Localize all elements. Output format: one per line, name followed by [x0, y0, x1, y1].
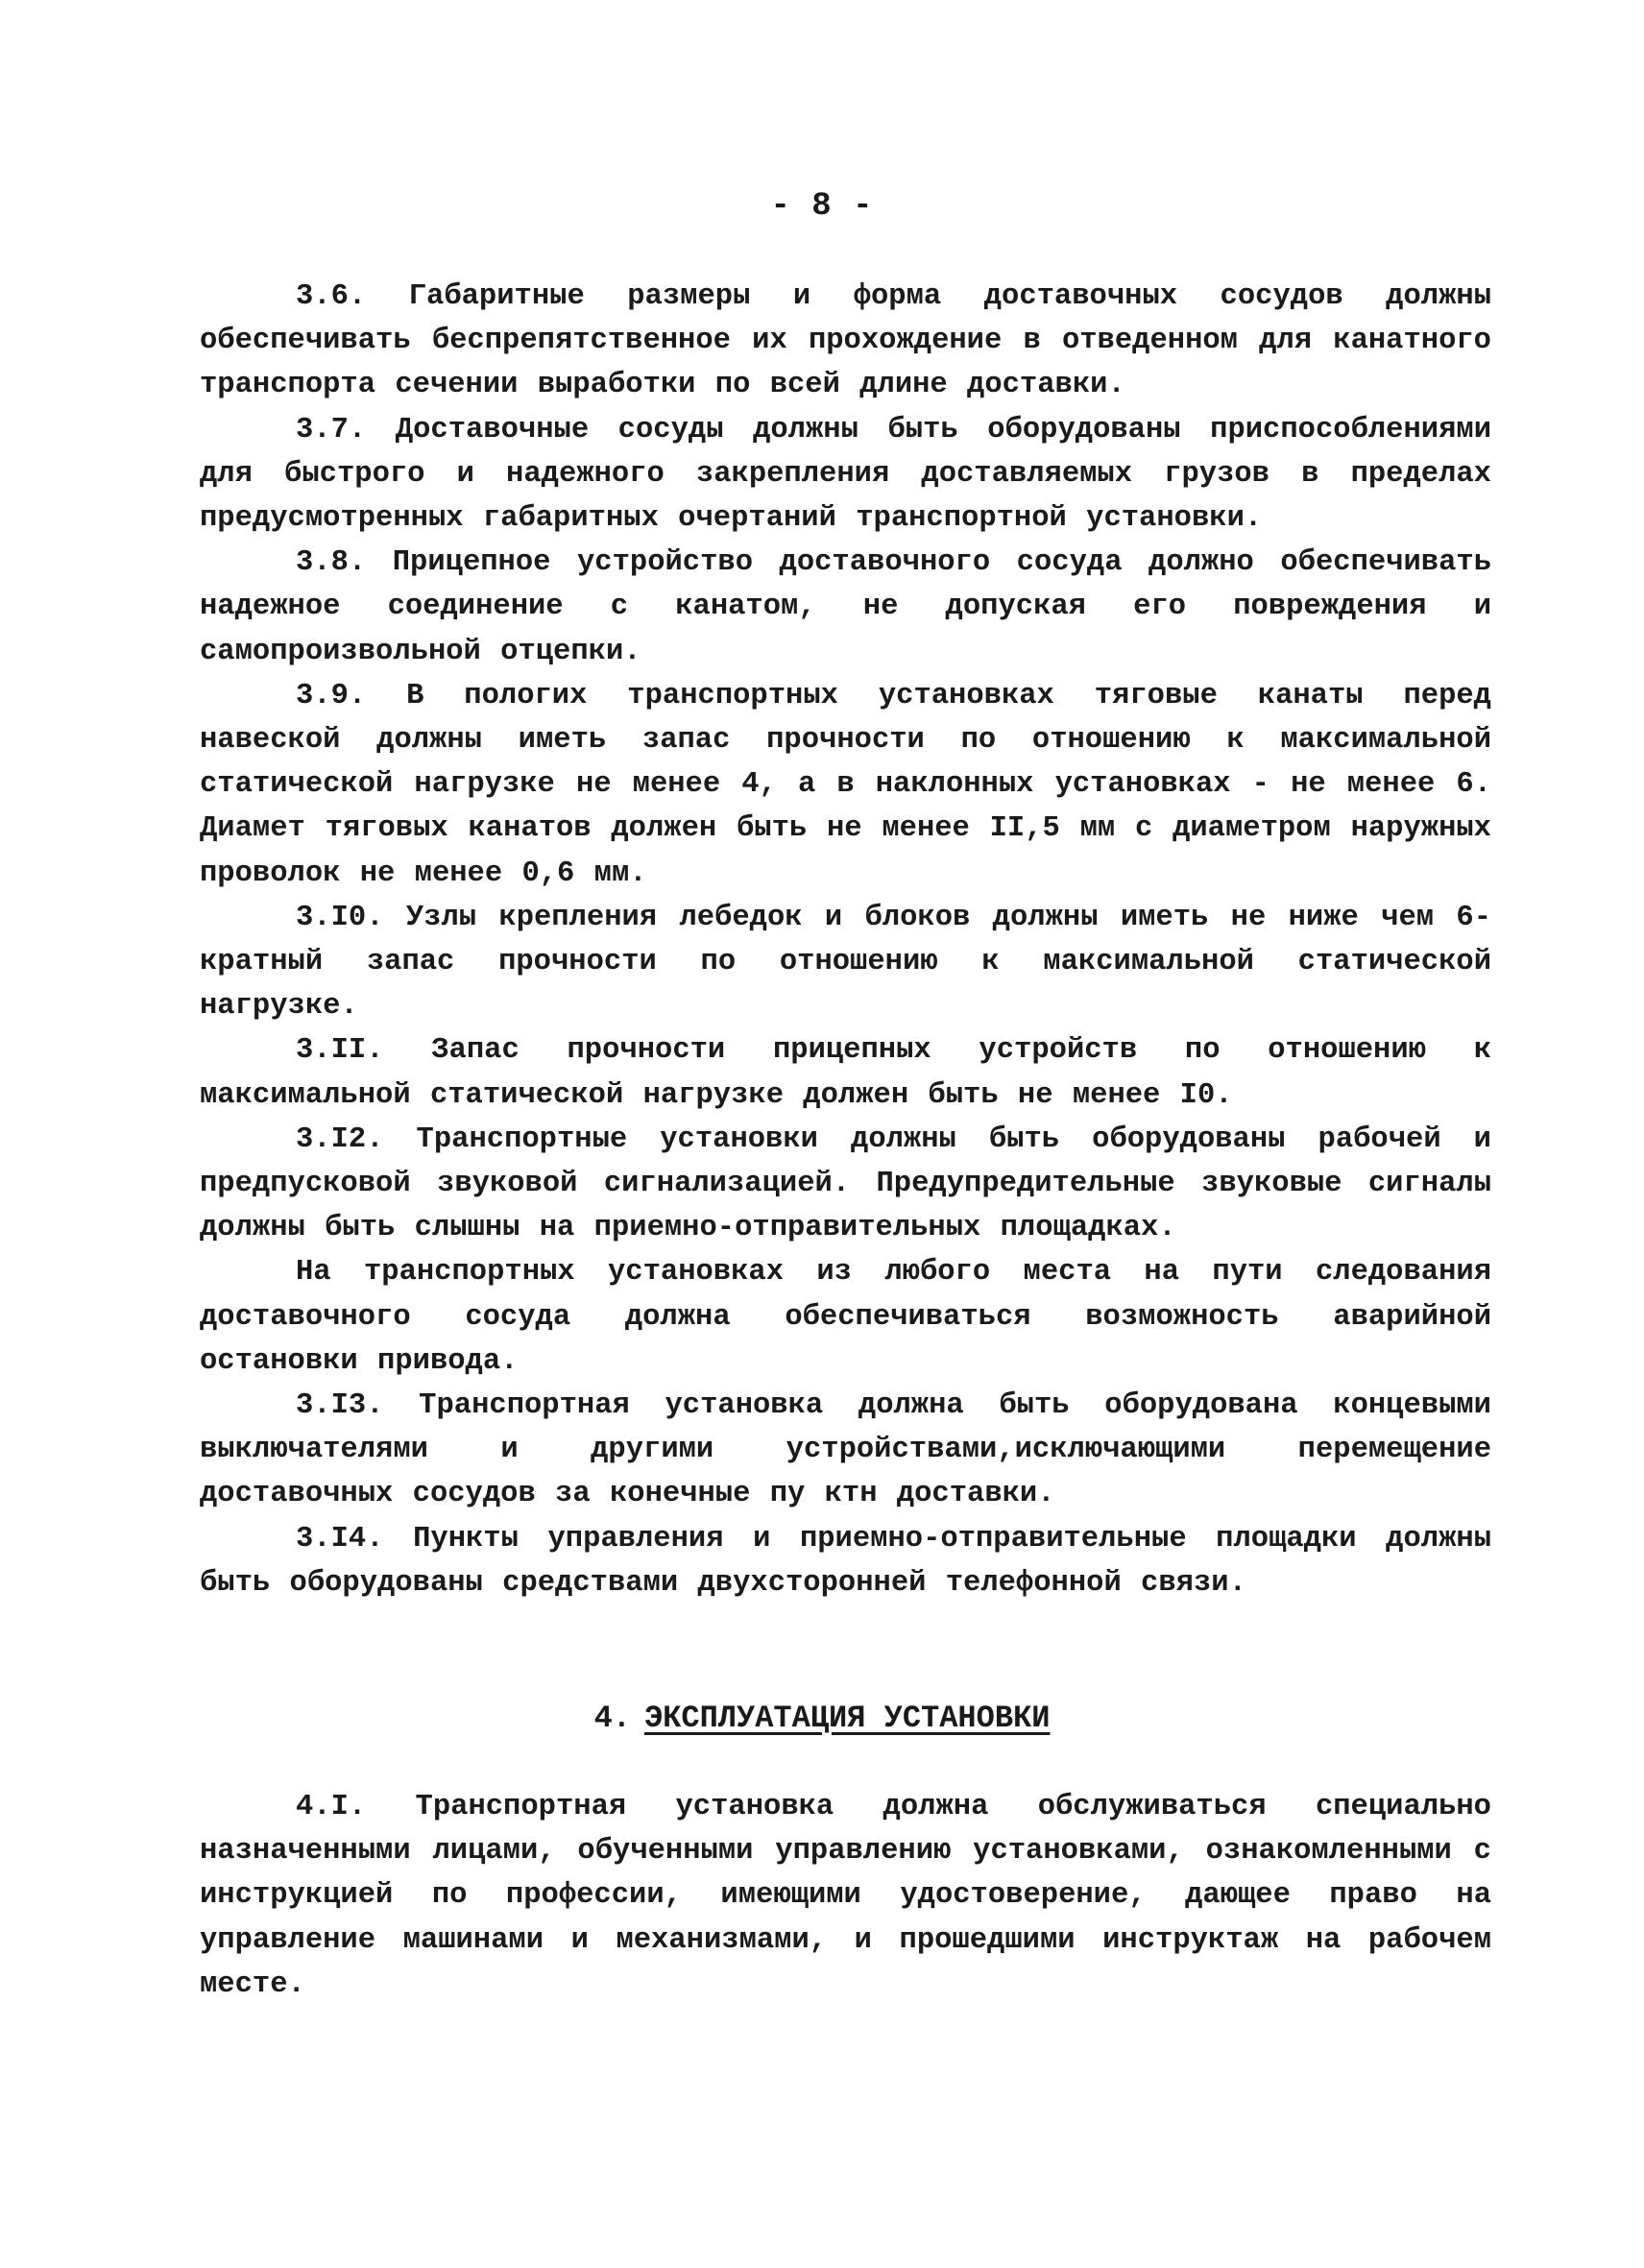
paragraph-3-12-continued: На транспортных установках из любого места на пути следования доставочного сосуда должна обеспечиваться возможность аварийной остановки привода.: [200, 1256, 1491, 1378]
section-4-heading: [0, 1701, 1644, 1736]
section-4-title: ЭКСПЛУАТАЦИЯ УСТАНОВКИ: [643, 1701, 1051, 1736]
paragraph-3-6: 3.6. Габаритные размеры и форма доставочных сосудов должны обеспечивать беспрепятственное их прохождение в отведенном для канатного транспорта сечении выработки по всей длине доставки.: [200, 280, 1491, 402]
paragraph-3-13: 3.I3. Транспортная установка должна быть оборудована концевыми выключателями и другими устройствами,исключающими перемещение доставочных сосудов за конечные пу ктн доставки.: [200, 1389, 1491, 1511]
section-4-number: 4.: [593, 1701, 631, 1736]
section-4-body: [200, 1785, 1491, 2007]
paragraph-4-1: 4.I. Транспортная установка должна обслуживаться специально назначенными лицами, обученными управлению установками, ознакомленными с инструкцией по профессии, имеющими удостоверение, дающее право на управление машинами и механизмами, и прошедшими инструктаж на рабочем месте.: [200, 1791, 1491, 2001]
paragraph-3-12: 3.I2. Транспортные установки должны быть оборудованы рабочей и предпусковой звуковой сигнализацией. Предупредительные звуковые сигналы должны быть слышны на приемно-отправительных площадках.: [200, 1122, 1491, 1245]
paragraph-3-9: 3.9. В пологих транспортных установках тяговые канаты перед навеской должны иметь запас прочности по отношению к максимальной статической нагрузке не менее 4, а в наклонных установках - не менее 6. Диамет тяговых канатов должен быть не менее II,5 мм с диаметром наружных проволок не менее 0,6 мм.: [200, 679, 1491, 890]
section-3-body: [200, 275, 1491, 1605]
paragraph-3-8: 3.8. Прицепное устройство доставочного сосуда должно обеспечивать надежное соединение с канатом, не допуская его повреждения и самопроизвольной отцепки.: [200, 546, 1491, 668]
paragraph-3-14: 3.I4. Пункты управления и приемно-отправительные площадки должны быть оборудованы средствами двухсторонней телефонной связи.: [200, 1522, 1491, 1600]
paragraph-3-10: 3.I0. Узлы крепления лебедок и блоков должны иметь не ниже чем 6-кратный запас прочности по отношению к максимальной статической нагрузке.: [200, 901, 1491, 1024]
paragraph-3-11: 3.II. Запас прочности прицепных устройств по отношению к максимальной статической нагрузке должен быть не менее I0.: [200, 1034, 1491, 1112]
paragraph-3-7: 3.7. Доставочные сосуды должны быть оборудованы приспособлениями для быстрого и надежного закрепления доставляемых грузов в пределах предусмотренных габаритных очертаний транспортной установки.: [200, 413, 1491, 536]
page-number: - 8 -: [770, 188, 874, 225]
